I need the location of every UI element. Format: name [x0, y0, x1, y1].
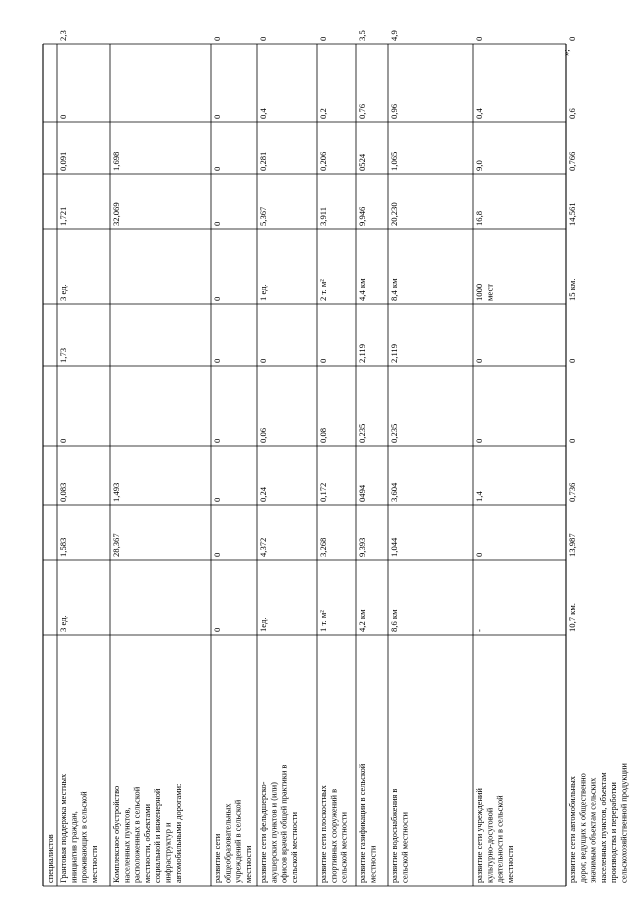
row-7-cell-3: 0,235 — [389, 423, 399, 443]
row-5-cell-6: 3,911 — [318, 206, 328, 226]
row-1-label-line-1: Грантовая поддержка местных — [59, 773, 68, 883]
row-3-label-line-2: общеобразовательных — [223, 803, 233, 883]
row-3-cell-4: 0 — [212, 358, 222, 363]
row-3-label-line-4: местности — [243, 845, 253, 883]
row-5-cell-3: 0,08 — [318, 427, 328, 443]
row-1-cell-6: 1,721 — [58, 206, 68, 226]
row-6-cell-4: 2,119 — [357, 343, 367, 363]
row-3-label-line-3: учреждений в сельской — [233, 799, 243, 883]
row-1-label-line-2: инициатив граждан, — [69, 811, 79, 883]
row-1-cell-5: 3 ед. — [58, 284, 68, 301]
row-6-cell-5: 4,4 км — [357, 278, 367, 301]
row-8-cell-5-line-2: мест — [484, 283, 495, 301]
row-1-unit: 3 ед. — [58, 615, 68, 632]
row-3-cell-5: 0 — [212, 296, 222, 301]
row-4-label-line-3: офисов врачей общей практики в — [279, 764, 289, 883]
row-4-label-line-1: развитие сети фельдшерско- — [259, 781, 268, 883]
row-5-cell-9: 0 — [318, 36, 328, 41]
row-1-cell-3: 0 — [58, 438, 68, 443]
row-1-cell-8: 0 — [58, 114, 68, 119]
row-7-cell-5: 8,4 км — [389, 278, 399, 301]
row-2-cell-7: 1,698 — [111, 151, 121, 171]
row-8-cell-5: 1000 — [474, 283, 484, 301]
row-8-cell-4: 0 — [474, 358, 484, 363]
row-2-label-line-1: Комплексное обустройство — [112, 785, 121, 883]
row-5-cell-8: 0,2 — [318, 108, 328, 119]
row-2-cell-2: 1,493 — [111, 482, 121, 502]
row-2-label-line-6: инфраструктур и — [163, 822, 173, 883]
row-5-cell-7: 0,206 — [318, 151, 328, 171]
row-6-cell-6: 9,946 — [357, 206, 367, 226]
row-9-label-line-4: населенных пунктов, объектам — [598, 772, 608, 883]
row-6-cell-3: 0,235 — [357, 423, 367, 443]
row-1-label-line-3: проживающих в сельской — [79, 791, 89, 883]
row-1-label-line-4: местности — [89, 845, 99, 883]
row-9-label-line-5: производства и переработки — [609, 782, 619, 883]
row-3-cell-6: 0 — [212, 221, 222, 226]
row-6-label-line-1: развитие газификации в сельской — [358, 763, 367, 883]
row-2-cell-6: 32,069 — [111, 202, 121, 226]
row-8-label-line-4: местности — [505, 845, 515, 883]
row-8-cell-7: 9,0 — [474, 160, 484, 171]
row-9-cell-1: 13,987 — [567, 533, 577, 557]
row-2-label-line-2: населенных пунктов, — [122, 807, 132, 883]
row-6-cell-7: 0524 — [357, 153, 367, 171]
row-9-unit: 10,7 км. — [567, 603, 577, 632]
row-3-cell-8: 0 — [212, 114, 222, 119]
trailing-mark: »; — [561, 49, 571, 56]
row-8-label-line-1: развитие сети учреждений — [475, 788, 484, 883]
row-8-cell-1: 0 — [474, 552, 484, 557]
row-9-cell-9: 0 — [567, 36, 577, 41]
row-7-cell-4: 2,119 — [389, 343, 399, 363]
row-7-label-line-2: сельской местности — [400, 812, 410, 883]
row-8-cell-3: 0 — [474, 438, 484, 443]
row-3-cell-2: 0 — [212, 497, 222, 502]
row-1-cell-9: 2,3 — [58, 30, 68, 41]
row-9-cell-8: 0,6 — [567, 108, 577, 119]
row-9-cell-2: 0,736 — [567, 482, 577, 502]
row-5-cell-2: 0,172 — [318, 482, 328, 502]
row-8-label-line-3: деятельности в сельской — [495, 795, 505, 883]
row-3-cell-7: 0 — [212, 166, 222, 171]
continued-label: специалистов — [46, 834, 55, 883]
row-1-cell-2: 0,083 — [58, 482, 68, 502]
row-8-cell-8: 0,4 — [474, 108, 484, 119]
row-5-cell-4: 0 — [318, 358, 328, 363]
row-4-cell-1: 4,372 — [258, 537, 268, 557]
row-5-cell-1: 3,268 — [318, 537, 328, 557]
row-4-unit: 1ед. — [258, 617, 268, 632]
row-3-cell-1: 0 — [212, 552, 222, 557]
row-2-cell-1: 28,367 — [111, 533, 121, 557]
row-8-cell-9: 0 — [474, 36, 484, 41]
row-4-cell-3: 0,06 — [258, 427, 268, 443]
row-7-cell-8: 0,96 — [389, 103, 399, 119]
row-2-label-line-3: расположенных в сельской — [132, 786, 142, 883]
row-3-cell-9: 0 — [212, 36, 222, 41]
row-7-cell-9: 4,9 — [389, 30, 399, 41]
row-4-cell-2: 0,24 — [258, 486, 268, 502]
row-5-unit: 1 т. м² — [318, 610, 328, 632]
row-6-unit: 4,2 км — [357, 609, 367, 632]
row-1-cell-7: 0,091 — [58, 151, 68, 171]
row-5-cell-5: 2 т. м² — [318, 279, 328, 301]
row-1-cell-1: 1,583 — [58, 537, 68, 557]
row-5-label-line-2: спортивных сооружений в — [329, 788, 339, 883]
row-2-label-line-7: автомобильными дорогами: — [173, 783, 183, 883]
row-4-label-line-4: сельской местности — [289, 812, 299, 883]
row-6-cell-9: 3,5 — [357, 30, 367, 41]
row-9-label-line-6: сельскохозяйственной продукции — [619, 763, 629, 883]
row-1-cell-4: 1,73 — [58, 347, 68, 363]
row-8-cell-6: 16,8 — [474, 210, 484, 226]
row-4-cell-5: 1 ед. — [258, 284, 268, 301]
row-6-cell-8: 0,76 — [357, 103, 367, 119]
row-3-label-line-1: развитие сети — [213, 833, 222, 883]
row-9-cell-3: 0 — [567, 438, 577, 443]
row-7-unit: 8,6 км — [389, 609, 399, 632]
row-2-label-line-4: местности, объектами — [142, 803, 152, 883]
row-2-label-line-5: социальной и инженерной — [153, 788, 163, 883]
row-7-cell-2: 3,604 — [389, 482, 399, 502]
row-3-unit: 0 — [212, 627, 222, 632]
row-9-cell-6: 14,561 — [567, 202, 577, 226]
row-4-cell-7: 0,281 — [258, 151, 268, 171]
row-9-label-line-1: развитие сети автомобильных — [568, 776, 577, 883]
row-7-cell-6: 20,230 — [389, 202, 399, 226]
row-8-label-line-2: культурно-досуговой — [485, 807, 495, 883]
row-9-cell-7: 0,766 — [567, 151, 577, 171]
row-8-cell-2: 1,4 — [474, 491, 484, 502]
row-5-label-line-1: развитие сети плоскостных — [319, 785, 328, 883]
row-7-cell-1: 1,044 — [389, 537, 399, 557]
row-3-cell-3: 0 — [212, 438, 222, 443]
row-7-label-line-1: развитие водоснабжения в — [390, 788, 399, 883]
row-7-cell-7: 1,065 — [389, 151, 399, 171]
row-4-cell-8: 0,4 — [258, 108, 268, 119]
row-9-label-line-2: дорог, ведущих к общественно — [578, 773, 588, 883]
row-8-unit: - — [474, 629, 484, 632]
row-6-cell-2: 0494 — [357, 484, 367, 502]
row-6-label-line-2: местности — [368, 845, 378, 883]
row-9-cell-5: 15 км. — [567, 278, 577, 301]
row-9-label-line-3: значимым объектам сельских — [588, 777, 598, 883]
row-4-label-line-2: акушерских пунктов и (или) — [269, 782, 279, 883]
row-6-cell-1: 9,393 — [357, 537, 367, 557]
row-5-label-line-3: сельской местности — [339, 812, 349, 883]
row-4-cell-6: 5,367 — [258, 206, 268, 226]
row-9-cell-4: 0 — [567, 358, 577, 363]
row-4-cell-4: 0 — [258, 358, 268, 363]
row-4-cell-9: 0 — [258, 36, 268, 41]
